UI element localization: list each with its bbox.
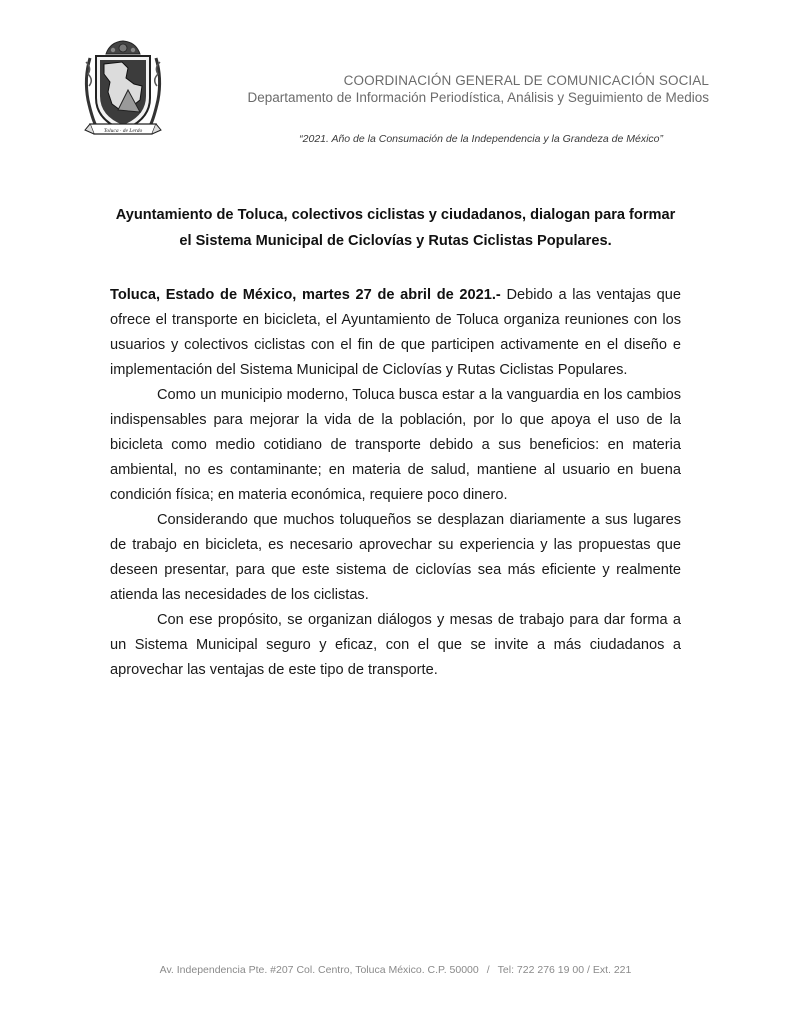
- footer-separator: /: [486, 964, 490, 976]
- footer-address: Av. Independencia Pte. #207 Col. Centro, Toluca México. C.P. 50000: [159, 964, 479, 976]
- organization-name: COORDINACIÓN GENERAL DE COMUNICACIÓN SOCIAL: [343, 73, 709, 88]
- press-release-body: [110, 283, 681, 683]
- footer-phone: Tel: 722 276 19 00 / Ext. 221: [497, 964, 632, 976]
- press-release-title: Ayuntamiento de Toluca, colectivos ciclistas y ciudadanos, dialogan para formar el Sistema Municipal de Ciclovías y Rutas Ciclistas Populares.: [115, 207, 676, 249]
- paragraph-1: [110, 283, 681, 383]
- dateline: Toluca, Estado de México, martes 27 de abril de 2021.-: [110, 287, 501, 303]
- header: [248, 72, 710, 106]
- paragraph-4: Con ese propósito, se organizan diálogos y mesas de trabajo para dar forma a un Sistema Municipal seguro y eficaz, con el que se invite a más ciudadanos a aprovechar las ventajas de este tipo de transporte.: [110, 612, 681, 678]
- footer-contact: [0, 964, 791, 976]
- year-motto: “2021. Año de la Consumación de la Independencia y la Grandeza de México”: [299, 133, 663, 145]
- paragraph-2: Como un municipio moderno, Toluca busca estar a la vanguardia en los cambios indispensables para mejorar la vida de la población, por lo que apoya el uso de la bicicleta como medio cotidiano de transporte debido a sus beneficios: en materia ambiental, no es contaminante; en materia de salud, mantiene al usuario en buena condición física; en materia económica, requiere poco dinero.: [110, 387, 681, 503]
- paragraph-1-text: Debido a las ventajas que ofrece el transporte en bicicleta, el Ayuntamiento de Toluca organiza reuniones con los usuarios y colectivos ciclistas con el fin de que participen activamente en el diseño e implementación del Sistema Municipal de Ciclovías y Rutas Ciclistas Populares.: [110, 287, 681, 378]
- municipal-coat-of-arms-icon: [82, 38, 164, 142]
- seal-ribbon-text: Toluca · de Lerdo: [103, 128, 143, 134]
- paragraph-3: Considerando que muchos toluqueños se desplazan diariamente a sus lugares de trabajo en bicicleta, es necesario aprovechar su experiencia y las propuestas que deseen presentar, para que este sistema de ciclovías sea más eficiente y realmente atienda las necesidades de los ciclistas.: [110, 512, 681, 603]
- department-name: Departamento de Información Periodística, Análisis y Seguimiento de Medios: [247, 90, 709, 105]
